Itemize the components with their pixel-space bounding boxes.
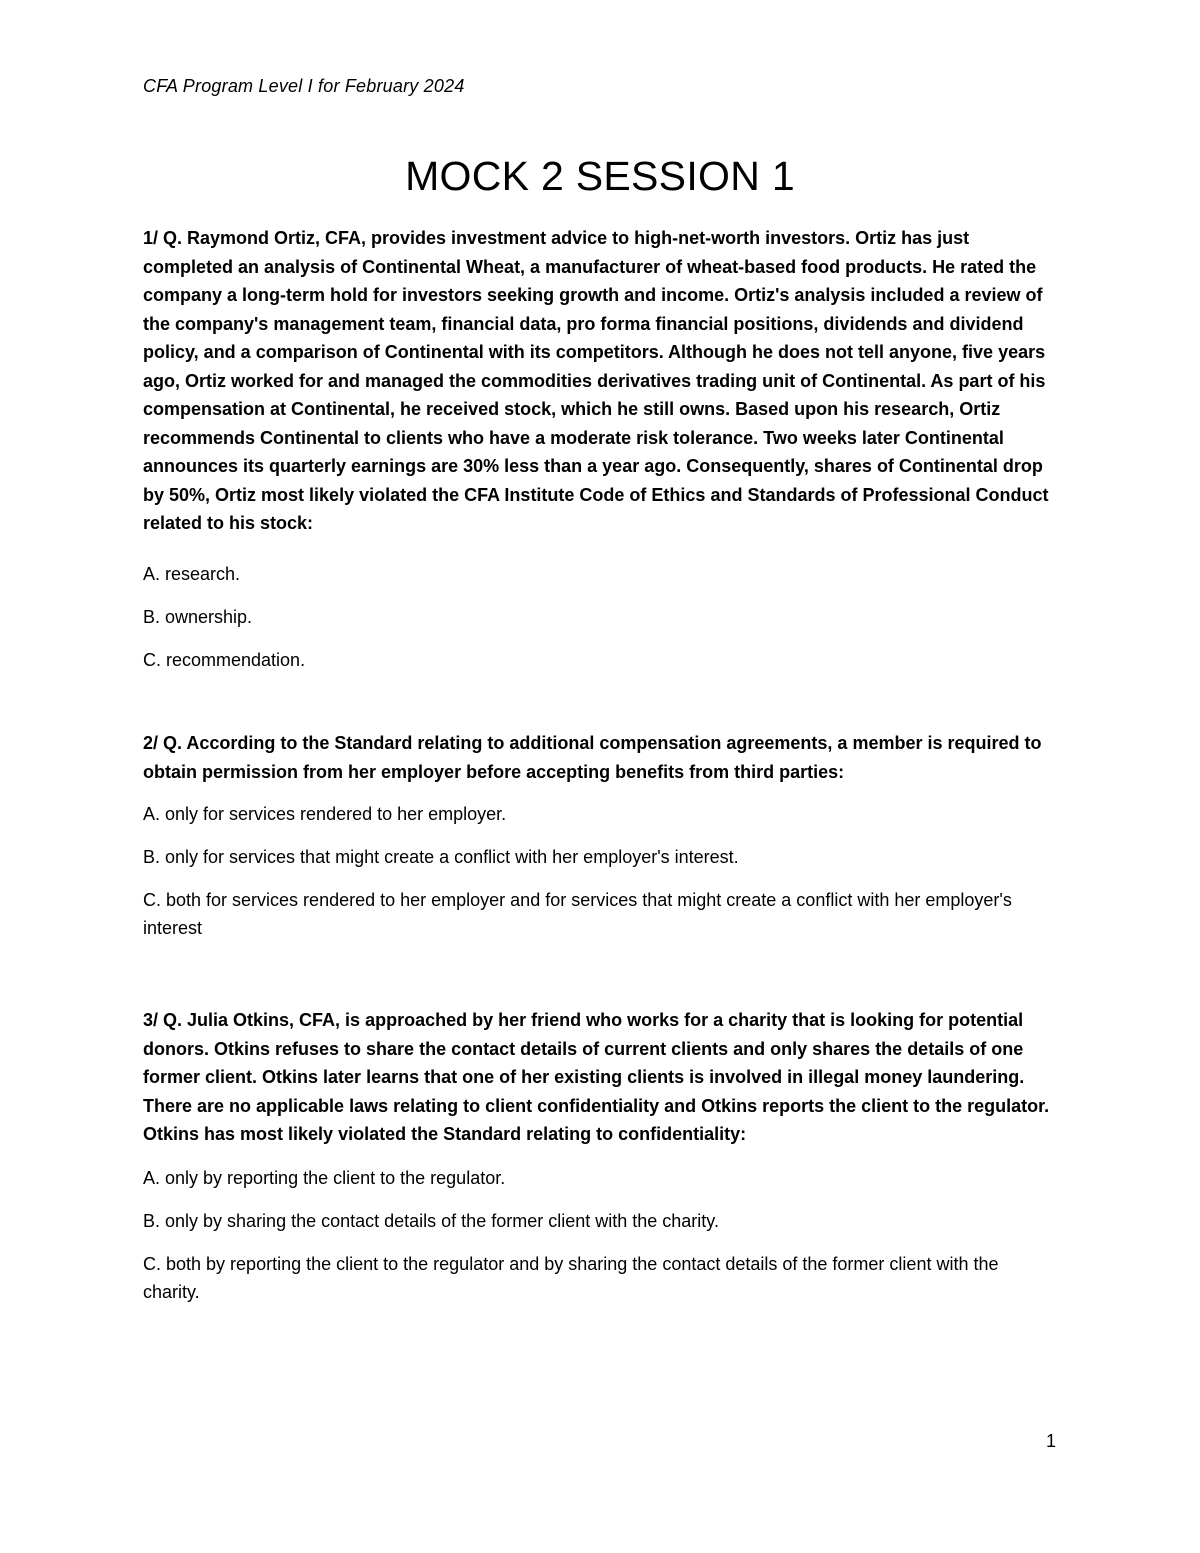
answer-option-b: B. only by sharing the contact details of the former client with the charity. — [143, 1210, 719, 1231]
answer-option-c: C. both by reporting the client to the regulator and by sharing the contact details of the former client with the charity. — [143, 1253, 999, 1302]
running-header: CFA Program Level I for February 2024 — [143, 76, 465, 96]
page-number: 1 — [1045, 1431, 1056, 1451]
answer-option-c: C. recommendation. — [143, 649, 306, 670]
answer-option-a: A. only for services rendered to her employer. — [143, 804, 507, 824]
answer-option-a: A. research. — [143, 563, 241, 584]
answer-option-c: C. both for services rendered to her employer and for services that might create a conflict with her employer's interest — [143, 890, 1012, 938]
question-stem: 1/ Q. Raymond Ortiz, CFA, provides investment advice to high-net-worth investors. Ortiz has just completed an analysis of Continental Wheat, a manufacturer of wheat-based food products. He rated the company a long-term hold for investors seeking growth and income. Ortiz's analysis included a review of the company's management team, financial data, pro forma financial positions, dividends and dividend policy, and a comparison of Continental with its competitors. Although he does not tell anyone, five years ago, Ortiz worked for and managed the commodities derivatives trading unit of Continental. As part of his compensation at Continental, he received stock, which he still owns. Based upon his research, Ortiz recommends Continental to clients who have a moderate risk tolerance. Two weeks later Continental announces its quarterly earnings are 30% less than a year ago. Consequently, shares of Continental drop by 50%, Ortiz most likely violated the CFA Institute Code of Ethics and Standards of Professional Conduct related to his stock: — [143, 228, 1049, 533]
question-stem: 3/ Q. Julia Otkins, CFA, is approached by her friend who works for a charity that is looking for potential donors. Otkins refuses to share the contact details of current clients and only shares the details of one former client. Otkins later learns that one of her existing clients is involved in illegal money laundering. There are no applicable laws relating to client confidentiality and Otkins reports the client to the regulator. Otkins has most likely violated the Standard relating to confidentiality: — [143, 1010, 1050, 1144]
question-1 — [143, 224, 1061, 674]
question-2 — [143, 729, 1061, 942]
page-title: MOCK 2 SESSION 1 — [405, 153, 795, 199]
question-stem: 2/ Q. According to the Standard relating to additional compensation agreements, a member is required to obtain permission from her employer before accepting benefits from third parties: — [143, 733, 1042, 782]
answer-option-b: B. ownership. — [143, 606, 253, 627]
answer-option-a: A. only by reporting the client to the regulator. — [143, 1167, 506, 1188]
question-3 — [143, 1006, 1061, 1306]
answer-option-b: B. only for services that might create a conflict with her employer's interest. — [143, 847, 739, 867]
